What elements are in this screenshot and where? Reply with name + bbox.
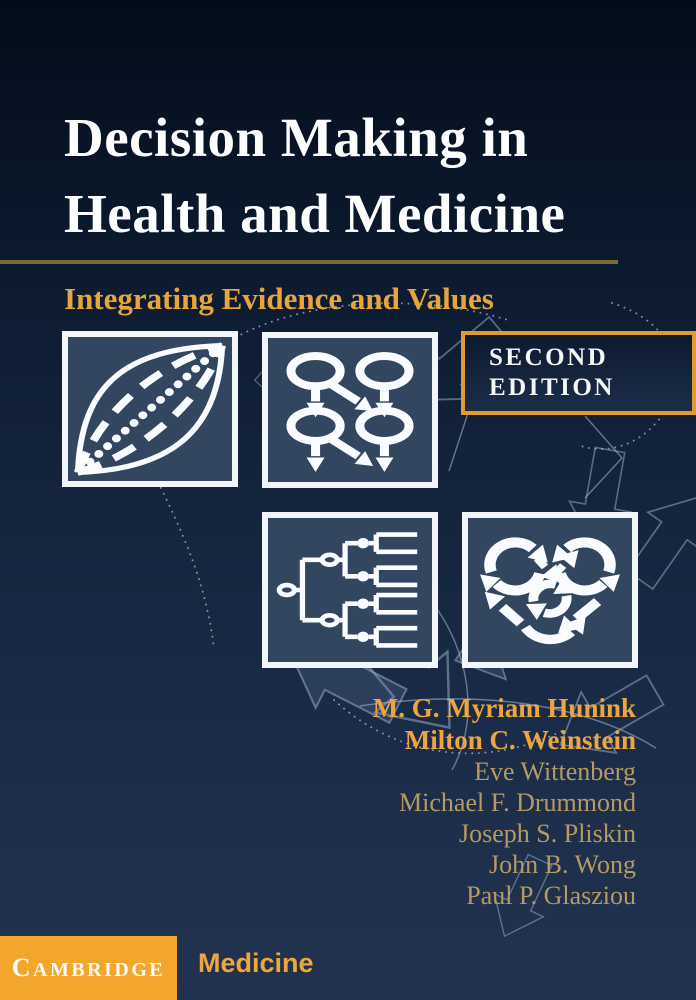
category-label: Medicine bbox=[198, 948, 314, 978]
title-divider-rule bbox=[0, 260, 618, 264]
author-secondary: Paul P. Glasziou bbox=[466, 881, 636, 910]
decision-tree-icon bbox=[262, 512, 438, 668]
author-primary: Milton C. Weinstein bbox=[404, 725, 636, 755]
author-secondary: Michael F. Drummond bbox=[399, 788, 636, 817]
decision-tree-graphic bbox=[268, 518, 432, 662]
publisher-logo-block bbox=[0, 936, 177, 1000]
influence-diagram-graphic bbox=[268, 338, 432, 482]
recycling-heart-icon bbox=[462, 512, 638, 668]
author-secondary: Joseph S. Pliskin bbox=[459, 819, 636, 848]
publisher-logo-text: CAMBRIDGE bbox=[11, 953, 166, 982]
roc-curves-graphic bbox=[68, 337, 232, 481]
edition-line1: SECOND bbox=[489, 344, 609, 371]
influence-diagram-icon bbox=[262, 332, 438, 488]
book-title-line2: Health and Medicine bbox=[64, 183, 566, 244]
book-title-line1: Decision Making in bbox=[64, 107, 529, 168]
author-secondary: John B. Wong bbox=[489, 850, 636, 879]
roc-curves-icon bbox=[62, 331, 238, 487]
author-secondary: Eve Wittenberg bbox=[474, 757, 636, 786]
recycling-heart-graphic bbox=[468, 518, 632, 662]
edition-line2: EDITION bbox=[489, 374, 615, 401]
book-title bbox=[64, 100, 565, 252]
book-subtitle: Integrating Evidence and Values bbox=[64, 281, 494, 316]
author-primary: M. G. Myriam Hunink bbox=[372, 693, 636, 723]
author-list bbox=[373, 692, 636, 911]
edition-badge bbox=[461, 331, 696, 415]
